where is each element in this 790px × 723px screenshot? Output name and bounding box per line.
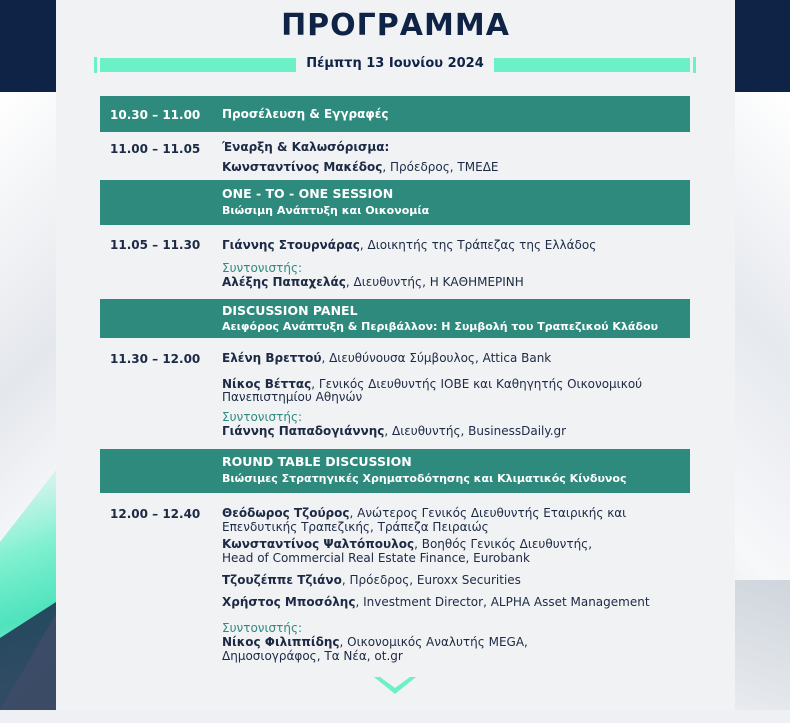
date-bar-right [494, 58, 690, 72]
session-content [222, 238, 596, 289]
speaker-name: Θεόδωρος Τζούρος [222, 506, 350, 520]
agenda-row-round-table [100, 449, 690, 493]
page-title: ΠΡΟΓΡΑΜΜΑ [281, 8, 510, 43]
time-slot: 12.00 – 12.40 [110, 507, 201, 521]
speaker-role: , Γενικός Διευθυντής ΙΟΒΕ και Καθηγητής Οικονομικού [311, 377, 643, 391]
speaker-name: Ελένη Βρεττού [222, 351, 322, 365]
speaker-role: , Διοικητής της Τράπεζας της Ελλάδος [359, 238, 597, 252]
date-tick [94, 57, 97, 73]
right-accent-shape [735, 580, 790, 710]
moderator-label: Συντονιστής: [222, 261, 303, 275]
speaker-role: , Investment Director, ALPHA Asset Management [355, 595, 650, 609]
speaker [222, 506, 650, 520]
speaker-role-cont: Πανεπιστημίου Αθηνών [222, 390, 363, 404]
speaker-name: Τζουζέππε Τζιάνο [222, 573, 342, 587]
date-tick [693, 57, 696, 73]
session-title: Προσέλευση & Εγγραφές [222, 107, 389, 121]
speaker-role: , Πρόεδρος, Euroxx Securities [341, 573, 521, 587]
chevron-down-icon[interactable] [372, 674, 418, 698]
speaker-name: Χρήστος Μποσόλης [222, 595, 356, 609]
session-content [222, 140, 499, 174]
moderator-role: , Διευθυντής, Η ΚΑΘΗΜΕΡΙΝΗ [345, 275, 524, 289]
session-subtitle: Αειφόρος Ανάπτυξη & Περιβάλλον: Η Συμβολή του Τραπεζικού Κλάδου [222, 320, 658, 333]
speaker-name: Κωνσταντίνος Ψαλτόπουλος [222, 537, 415, 551]
session-content [222, 351, 642, 438]
agenda-row-registration [100, 96, 690, 132]
session-subtitle: Βιώσιμες Στρατηγικές Χρηματοδότησης και Κλιματικός Κίνδυνος [222, 472, 627, 485]
moderator-name: Γιάννης Παπαδογιάννης [222, 424, 385, 438]
speaker [222, 238, 596, 252]
session-type: DISCUSSION PANEL [222, 303, 358, 318]
speaker [222, 160, 499, 174]
speaker-role: , Βοηθός Γενικός Διευθυντής, [414, 537, 593, 551]
session-subtitle: Βιώσιμη Ανάπτυξη και Οικονομία [222, 204, 430, 217]
speaker [222, 537, 650, 551]
agenda-row-stournaras [100, 225, 690, 299]
speaker-role-cont: Επενδυτικής Τραπεζικής, Τράπεζα Πειραιώς [222, 520, 489, 534]
speaker-role: , Πρόεδρος, ΤΜΕΔΕ [382, 160, 499, 174]
event-date: Πέμπτη 13 Ιουνίου 2024 [306, 56, 484, 71]
moderator-label: Συντονιστής: [222, 410, 303, 424]
moderator-label: Συντονιστής: [222, 621, 303, 635]
moderator [222, 275, 596, 289]
speaker-name: Νίκος Βέττας [222, 377, 312, 391]
time-slot: 11.00 – 11.05 [110, 142, 201, 156]
session-heading: Έναρξη & Καλωσόρισμα: [222, 140, 390, 154]
agenda-row-one-to-one [100, 180, 690, 225]
moderator-role: , Διευθυντής, BusinessDaily.gr [384, 424, 567, 438]
time-slot: 11.30 – 12.00 [110, 352, 201, 366]
speaker [222, 377, 642, 391]
moderator [222, 424, 642, 438]
session-content [222, 304, 658, 334]
speaker-role: , Διευθύνουσα Σύμβουλος, Attica Bank [321, 351, 552, 365]
session-content [222, 455, 626, 486]
moderator [222, 635, 650, 649]
moderator-name: Νίκος Φιλιππίδης [222, 635, 340, 649]
date-bar-left [100, 58, 296, 72]
agenda-row-opening [100, 132, 690, 180]
agenda-table [100, 96, 690, 723]
moderator-role-cont: Δημοσιογράφος, Τα Νέα, ot.gr [222, 649, 403, 663]
time-slot: 10.30 – 11.00 [110, 108, 201, 122]
moderator-role: , Οικονομικός Αναλυτής MEGA, [339, 635, 528, 649]
speaker [222, 351, 642, 365]
time-slot: 11.05 – 11.30 [110, 238, 201, 252]
speaker [222, 595, 650, 609]
speaker-role-cont: Head of Commercial Real Estate Finance, Eurobank [222, 551, 530, 565]
speaker [222, 573, 650, 587]
speaker-name: Γιάννης Στουρνάρας [222, 238, 360, 252]
moderator-name: Αλέξης Παπαχελάς [222, 275, 346, 289]
speaker-role: , Ανώτερος Γενικός Διευθυντής Εταιρικής και [349, 506, 627, 520]
agenda-row-sustainable-panel [100, 338, 690, 449]
agenda-row-discussion-panel [100, 299, 690, 338]
speaker-name: Κωνσταντίνος Μακέδος [222, 160, 383, 174]
session-content [222, 187, 429, 218]
session-content [222, 506, 650, 663]
session-type: ROUND TABLE DISCUSSION [222, 454, 412, 469]
date-banner [100, 56, 690, 74]
session-type: ONE - TO - ONE SESSION [222, 186, 394, 201]
